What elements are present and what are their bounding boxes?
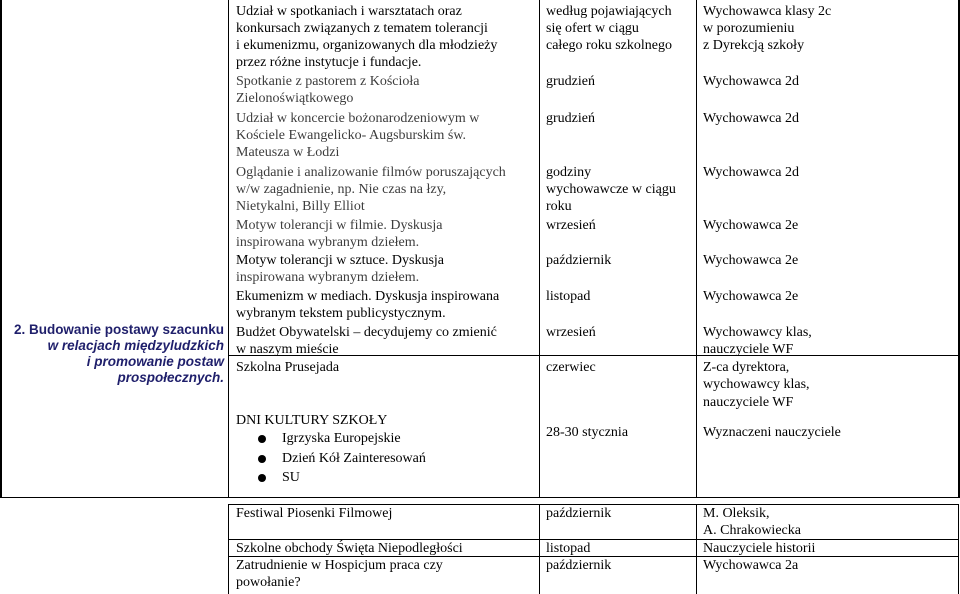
responsible-text: Nauczyciele historii [703, 541, 816, 556]
activity-text: Szkolna Prusejada [236, 360, 340, 375]
term-text: październik [546, 253, 612, 268]
responsible-text: nauczyciele WF [703, 342, 794, 357]
activity-text: konkursach związanych z tematem tolerancji [236, 21, 488, 36]
activity-text: i ekumenizmu, organizowanych dla młodzieży [236, 38, 498, 53]
category-subtitle: i promowanie postaw [86, 354, 224, 369]
grid-line [0, 497, 960, 498]
activity-text: inspirowana wybranym dziełem. [236, 270, 420, 285]
list-item: Dzień Kół Zainteresowań [282, 451, 426, 466]
list-item: SU [282, 470, 300, 485]
responsible-text: Wychowawca 2d [703, 165, 799, 180]
term-text: czerwiec [546, 360, 596, 375]
responsible-text: M. Oleksik, [703, 506, 770, 521]
activity-text: Mateusza w Łodzi [236, 145, 340, 160]
term-text: 28-30 stycznia [546, 425, 629, 440]
bullet-icon [258, 474, 266, 482]
grid-line [958, 504, 959, 594]
activity-text: Budżet Obywatelski – decydujemy co zmienić [236, 325, 497, 340]
grid-line [228, 504, 229, 594]
bullet-icon [258, 455, 266, 463]
activity-text: Udział w koncercie bożonarodzeniowym w [236, 111, 480, 126]
grid-line [696, 504, 697, 594]
responsible-text: Wychowawca 2e [703, 253, 799, 268]
term-text: listopad [546, 541, 591, 556]
responsible-text: Z-ca dyrektora, [703, 360, 790, 375]
responsible-text: Wychowawca 2e [703, 289, 799, 304]
responsible-text: wychowawcy klas, [703, 377, 810, 392]
activity-text: Nietykalni, Billy Elliot [236, 199, 365, 214]
activity-text: przez różne instytucje i fundacje. [236, 55, 422, 70]
list-item: Igrzyska Europejskie [282, 431, 401, 446]
responsible-text: Wychowawca 2e [703, 218, 799, 233]
activity-text: powołanie? [236, 575, 301, 590]
term-text: według pojawiających [546, 4, 672, 19]
term-text: godziny [546, 165, 592, 180]
responsible-text: z Dyrekcją szkoły [703, 38, 805, 53]
grid-line [228, 0, 229, 498]
term-text: październik [546, 558, 612, 573]
activity-text: Udział w spotkaniach i warsztatach oraz [236, 4, 462, 19]
activity-text: Ekumenizm w mediach. Dyskusja inspirowana [236, 289, 500, 304]
term-text: wrzesień [546, 218, 596, 233]
activity-text: Zielonoświątkowego [236, 91, 354, 106]
responsible-text: Wychowawca 2d [703, 74, 799, 89]
term-text: się ofert w ciągu [546, 21, 639, 36]
grid-line [539, 504, 540, 594]
term-text: listopad [546, 289, 591, 304]
bullet-icon [258, 435, 266, 443]
term-text: roku [546, 199, 572, 214]
category-subtitle: prospołecznych. [117, 370, 224, 385]
activity-text: Motyw tolerancji w filmie. Dyskusja [236, 218, 443, 233]
responsible-text: A. Chrakowiecka [703, 523, 801, 538]
term-text: październik [546, 506, 612, 521]
grid-line [539, 0, 540, 498]
responsible-text: Wychowawcy klas, [703, 325, 812, 340]
activity-text: Zatrudnienie w Hospicjum praca czy [236, 558, 443, 573]
term-text: wrzesień [546, 325, 596, 340]
activity-text: Kościele Ewangelicko- Augsburskim św. [236, 128, 467, 143]
responsible-text: Wychowawca 2a [703, 558, 799, 573]
responsible-text: w porozumieniu [703, 21, 795, 36]
responsible-text: Wychowawca klasy 2c [703, 4, 832, 19]
term-text: grudzień [546, 111, 595, 126]
category-subtitle: w relacjach międzyludzkich [47, 338, 224, 353]
activity-text: Spotkanie z pastorem z Kościoła [236, 74, 420, 89]
category-title: 2. Budowanie postawy szacunku [13, 322, 224, 337]
term-text: całego roku szkolnego [546, 38, 672, 53]
grid-line [0, 0, 2, 498]
responsible-text: Wyznaczeni nauczyciele [703, 425, 841, 440]
activity-text: Szkolne obchody Święta Niepodległości [236, 541, 463, 556]
responsible-text: Wychowawca 2d [703, 111, 799, 126]
grid-line [696, 0, 697, 498]
activity-text: w/w zagadnienie, np. Nie czas na łzy, [236, 182, 447, 197]
activity-text: inspirowana wybranym dziełem. [236, 235, 420, 250]
activity-text: Motyw tolerancji w sztuce. Dyskusja [236, 253, 445, 268]
activity-text: wybranym tekstem publicystycznym. [236, 306, 446, 321]
term-text: grudzień [546, 74, 595, 89]
activity-text: Oglądanie i analizowanie filmów poruszających [236, 165, 506, 180]
activity-text: Festiwal Piosenki Filmowej [236, 506, 393, 521]
activity-title: DNI KULTURY SZKOŁY [236, 413, 388, 428]
responsible-text: nauczyciele WF [703, 395, 794, 410]
term-text: wychowawcze w ciągu [546, 182, 676, 197]
activity-text: w naszym mieście [236, 342, 339, 357]
